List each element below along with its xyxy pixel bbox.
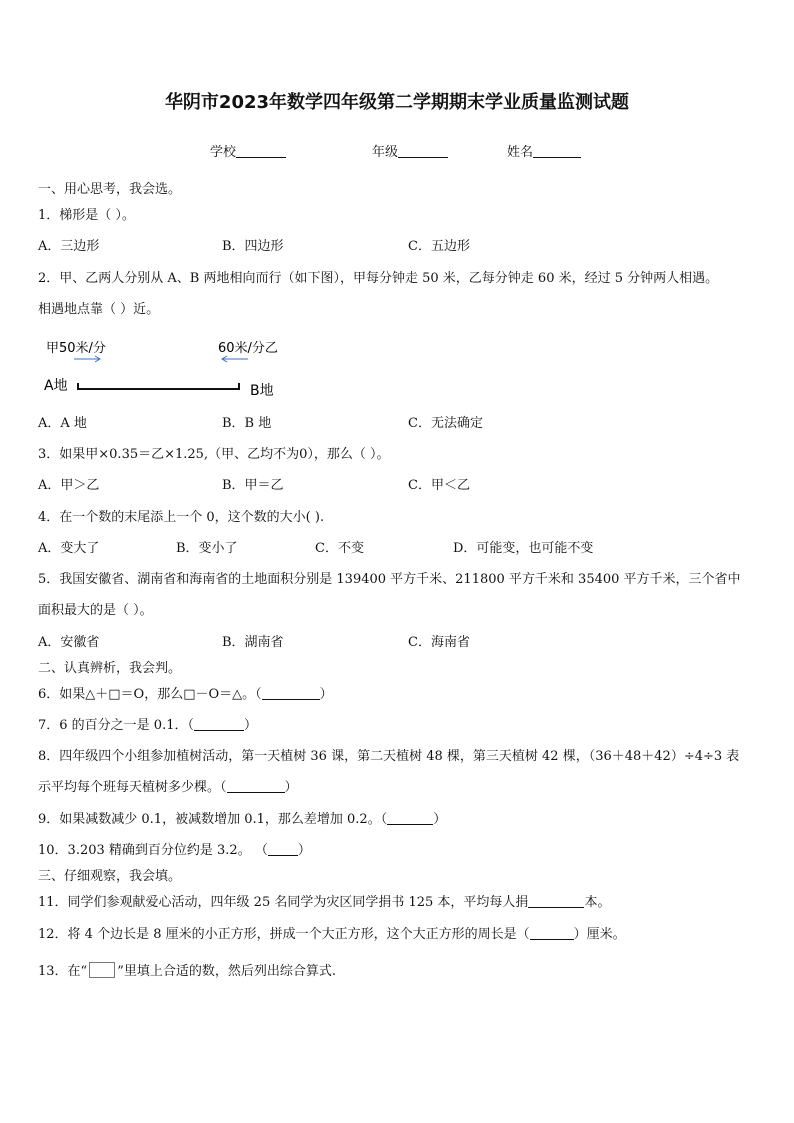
q6-close: ） <box>319 687 333 702</box>
question-2-line1: 2．甲、乙两人分别从 A、B 两地相向而行（如下图），甲每分钟走 50 米，乙每分钟走 60 米，经过 5 分钟两人相遇。 <box>38 271 719 286</box>
q2-fig-right-label: 60米/分乙 <box>218 341 278 356</box>
grade-label: 年级 <box>372 145 399 160</box>
question-11 <box>38 894 610 912</box>
question-2-line2: 相遇地点靠（ ）近。 <box>38 302 160 317</box>
question-8-line1: 8．四年级四个小组参加植树活动，第一天植树 36 课，第二天植树 48 棵，第三天植树 42 棵，（36＋48＋42）÷4÷3 表 <box>38 749 740 764</box>
q2-option-a: A．A 地 <box>38 416 87 431</box>
q13-tail: ”里填上合适的数，然后列出综合算式. <box>117 964 336 979</box>
q13-empty-box <box>89 962 115 978</box>
q12-tail: ）厘米。 <box>573 927 626 942</box>
question-5-line2: 面积最大的是（ ）。 <box>38 603 153 618</box>
q9-close: ） <box>433 812 447 827</box>
q12-answer-blank <box>530 927 574 940</box>
q10-close: ） <box>297 843 311 858</box>
q3-option-b: B．甲＝乙 <box>222 478 284 493</box>
q11-answer-blank <box>528 895 584 908</box>
section-heading-3: 三、仔细观察，我会填。 <box>38 869 182 884</box>
q4-option-a: A．变大了 <box>38 541 100 556</box>
q2-option-b: B．B 地 <box>222 416 272 431</box>
q5-option-a: A．安徽省 <box>38 635 100 650</box>
q12-text: 12．将 4 个边长是 8 厘米的小正方形，拼成一个大正方形，这个大正方形的周长是（ <box>38 927 530 942</box>
q6-text: 6．如果△＋□＝O，那么□－O＝△。（ <box>38 687 262 702</box>
q7-close: ） <box>243 718 257 733</box>
q2-option-c: C．无法确定 <box>408 416 483 431</box>
question-12 <box>38 926 626 944</box>
question-7 <box>38 717 257 735</box>
q13-text: 13．在“ <box>38 964 88 979</box>
q1-option-b: B．四边形 <box>222 239 284 254</box>
name-label: 姓名 <box>507 145 534 160</box>
question-5-line1: 5．我国安徽省、湖南省和海南省的土地面积分别是 139400 平方千米、211800 平方千米和 35400 平方千米，三个省中 <box>38 572 741 587</box>
question-1: 1．梯形是（ ）。 <box>38 208 135 223</box>
q3-option-c: C．甲＜乙 <box>408 478 470 493</box>
name-blank <box>533 144 581 158</box>
page-title: 华阴市2023年数学四年级第二学期期末学业质量监测试题 <box>164 92 630 113</box>
section-heading-1: 一、用心思考，我会选。 <box>38 182 182 197</box>
q6-answer-blank <box>262 687 320 700</box>
grade-field <box>372 141 448 160</box>
q8-close: ） <box>284 780 298 795</box>
school-blank <box>236 144 286 158</box>
q4-option-b: B．变小了 <box>176 541 238 556</box>
school-field <box>210 141 286 160</box>
q3-option-a: A．甲＞乙 <box>38 478 100 493</box>
q2-fig-a-label: A地 <box>44 378 68 394</box>
grade-blank <box>398 144 448 158</box>
question-10 <box>38 842 311 860</box>
q9-text: 9．如果减数减少 0.1，被减数增加 0.1，那么差增加 0.2。（ <box>38 812 388 827</box>
q2-figure <box>36 332 296 402</box>
question-6 <box>38 686 333 704</box>
q5-option-b: B．湖南省 <box>222 635 284 650</box>
q7-text: 7．6 的百分之一是 0.1．（ <box>38 718 194 733</box>
q11-text: 11．同学们参观献爱心活动，四年级 25 名同学为灾区同学捐书 125 本，平均每人捐 <box>38 895 529 910</box>
section-heading-2: 二、认真辨析，我会判。 <box>38 661 182 676</box>
q1-option-c: C．五边形 <box>408 239 470 254</box>
q7-answer-blank <box>194 718 244 731</box>
question-13 <box>38 962 336 981</box>
q8-answer-blank <box>227 780 285 793</box>
name-field <box>507 141 581 160</box>
q8-text: 示平均每个班每天植树多少棵。（ <box>38 780 227 795</box>
school-label: 学校 <box>210 145 237 160</box>
q2-fig-left-label: 甲50米/分 <box>46 341 106 356</box>
q5-option-c: C．海南省 <box>408 635 470 650</box>
q1-option-a: A．三边形 <box>38 239 100 254</box>
q4-option-d: D．可能变，也可能不变 <box>453 541 594 556</box>
q11-tail: 本。 <box>584 895 611 910</box>
question-8-line2 <box>38 779 298 797</box>
question-9 <box>38 811 446 829</box>
q2-fig-b-label: B地 <box>250 383 274 399</box>
q10-text: 10．3.203 精确到百分位约是 3.2。 （ <box>38 843 268 858</box>
question-4: 4．在一个数的末尾添上一个 0，这个数的大小( ). <box>38 510 325 525</box>
question-3: 3．如果甲×0.35＝乙×1.25,（甲、乙均不为0），那么（ ）。 <box>38 447 390 462</box>
q4-option-c: C．不变 <box>315 541 364 556</box>
q10-answer-blank <box>268 843 298 856</box>
q9-answer-blank <box>387 812 433 825</box>
